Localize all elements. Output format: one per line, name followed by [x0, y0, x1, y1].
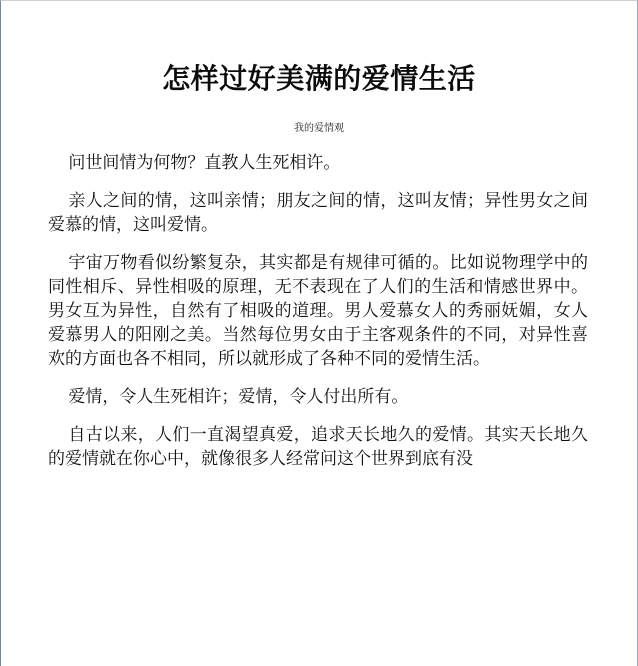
article-title: 怎样过好美满的爱情生活 [162, 62, 476, 95]
paragraph: 自古以来，人们一直渴望真爱，追求天长地久的爱情。其实天长地久的爱情就在你心中，就像很多人经常问这个世界到底有没 [48, 425, 588, 469]
article-subtitle: 我的爱情观 [294, 123, 344, 134]
paragraph: 宇宙万物看似纷繁复杂，其实都是有规律可循的。比如说物理学中的同性相斥、异性相吸的原理，无不表现在了人们的生活和情感世界中。男女互为异性，自然有了相吸的道理。男人爱慕女人的秀丽妩媚，女人爱慕男人的阳刚之美。当然每位男女由于主客观条件的不同，对异性喜欢的方面也各不相同，所以就形成了各种不同的爱情生活。 [48, 253, 588, 369]
paragraph: 亲人之间的情，这叫亲情；朋友之间的情，这叫友情；异性男女之间爱慕的情，这叫爱情。 [48, 191, 588, 235]
paragraph: 爱情，令人生死相许；爱情，令人付出所有。 [68, 387, 409, 407]
article-body [48, 151, 588, 485]
paragraph: 问世间情为何物？直教人生死相许。 [68, 153, 341, 173]
